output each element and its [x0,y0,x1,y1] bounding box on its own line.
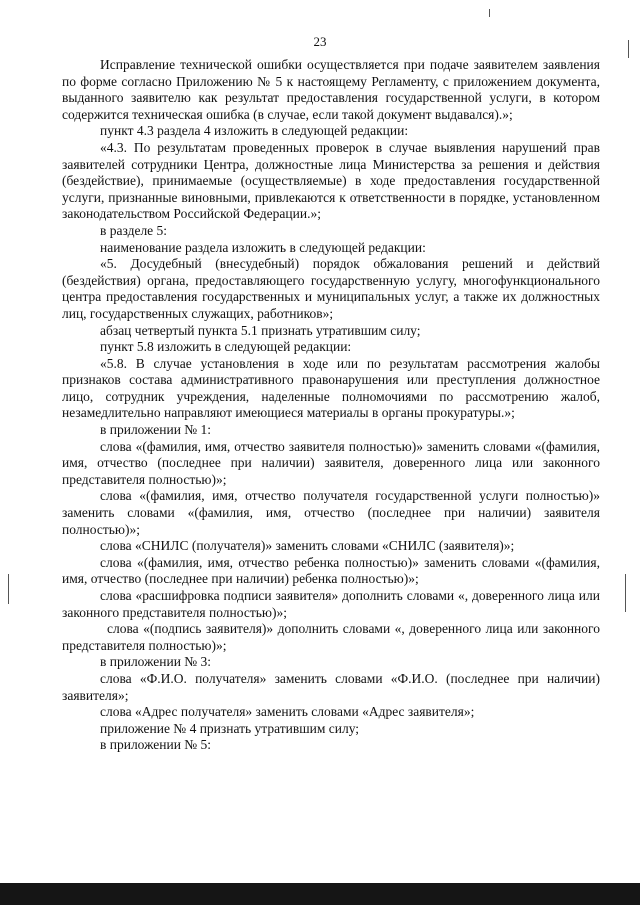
paragraph: пункт 5.8 изложить в следующей редакции: [100,339,352,355]
paragraph: Исправление технической ошибки осуществляется при подаче заявителем заявления по форме согласно Приложению № 5 к настоящему Регламенту, с приложением документа, выданного заявителю как результат предоставления государственной услуги, в котором содержится техническая ошибка (в случае, если такой документ выдавался).»; [62,57,600,122]
scan-mark-top [489,9,490,17]
paragraph: в приложении № 1: [100,422,212,438]
paragraph: слова «(фамилия, имя, отчество ребенка полностью)» заменить словами «(фамилия, имя, отчество (последнее при наличии) ребенка полностью)»; [62,554,600,587]
paragraph: «5.8. В случае установления в ходе или по результатам рассмотрения жалобы признаков состава административного правонарушения или преступления должностное лицо, сотрудник учреждения, наделенные полномочиями по рассмотрению жалоб, незамедлительно направляют имеющиеся материалы в органы прокуратуры.»; [62,355,600,421]
paragraph: слова «Адрес получателя» заменить словами «Адрес заявителя»; [100,704,475,720]
paragraph: абзац четвертый пункта 5.1 признать утратившим силу; [100,322,421,338]
paragraph: слова «(фамилия, имя, отчество заявителя полностью)» заменить словами «(фамилия, имя, отчество (последнее при наличии) заявителя, доверенного лица или законного представителя полностью)»; [62,438,600,487]
scan-mark-right-lower [625,574,626,612]
scan-bottom-band [0,883,640,905]
paragraph: в приложении № 5: [100,737,212,753]
document-body [62,57,600,754]
paragraph: слова «(подпись заявителя)» дополнить словами «, доверенного лица или законного представителя полностью)»; [62,621,600,653]
scan-mark-left [8,574,9,604]
paragraph: в приложении № 3: [100,654,212,670]
paragraph: слова «расшифровка подписи заявителя» дополнить словами «, доверенного лица или законного представителя полностью)»; [62,588,600,620]
page-number: 23 [313,34,327,49]
paragraph: «4.3. По результатам проведенных проверок в случае выявления нарушений прав заявителей сотрудники Центра, должностные лица Министерства за решения и действия (бездействие), принимаемые (осуществляемые) в ходе предоставления государственной услуги, признанные виновными, привлекаются к ответственности в порядке, установленном законодательством Российской Федерации.»; [62,139,600,222]
paragraph: наименование раздела изложить в следующей редакции: [100,239,426,255]
paragraph: в разделе 5: [100,222,168,238]
paragraph: слова «(фамилия, имя, отчество получателя государственной услуги полностью)» заменить словами «(фамилия, имя, отчество (последнее при наличии) заявителя полностью)»; [62,488,600,537]
paragraph: слова «СНИЛС (получателя)» заменить словами «СНИЛС (заявителя)»; [100,538,515,554]
paragraph: «5. Досудебный (внесудебный) порядок обжалования решений и действий (бездействия) органа, предоставляющего государственную услугу, многофункционального центра предоставления государственных и муниципальных услуг, а также их должностных лиц, государственных служащих, работников»; [62,256,600,321]
paragraph: слова «Ф.И.О. получателя» заменить словами «Ф.И.О. (последнее при наличии) заявителя»; [62,670,600,703]
paragraph: приложение № 4 признать утратившим силу; [100,720,360,736]
paragraph: пункт 4.3 раздела 4 изложить в следующей редакции: [100,123,409,139]
